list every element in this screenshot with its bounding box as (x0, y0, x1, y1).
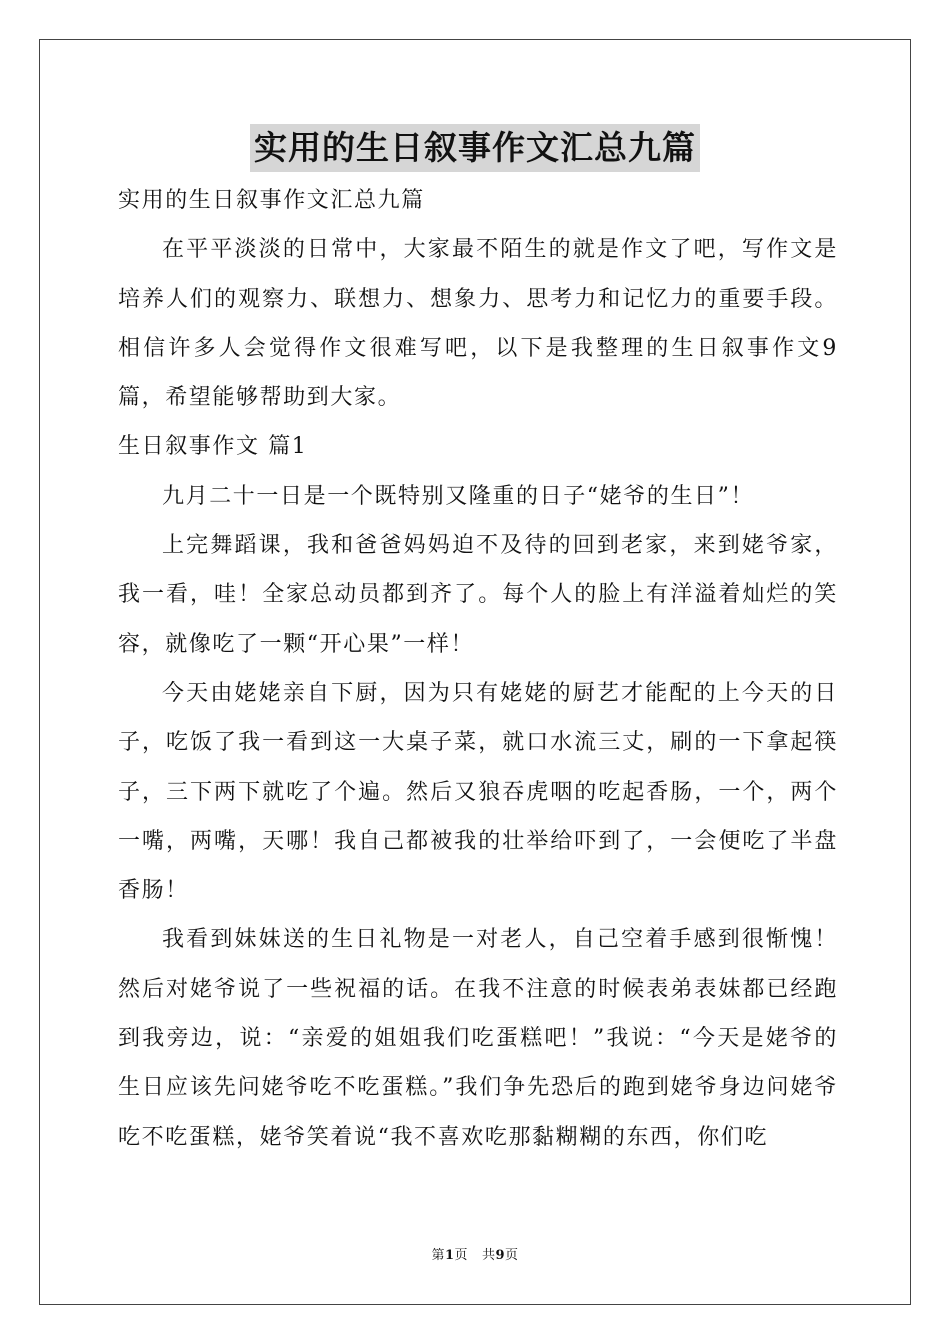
total-pages: 9 (495, 1248, 506, 1263)
document-subtitle: 实用的生日叙事作文汇总九篇 (118, 188, 425, 213)
intro-paragraph: 在平平淡淡的日常中，大家最不陌生的就是作文了吧，写作文是培养人们的观察力、联想力、想象力、思考力和记忆力的重要手段。相信许多人会觉得作文很难写吧，以下是我整理的生日叙事作文9篇，希望能够帮助到大家。 (118, 237, 838, 411)
page-label-suffix: 页 (454, 1248, 469, 1263)
total-label-prefix: 共 (481, 1248, 496, 1263)
total-label-suffix: 页 (505, 1248, 519, 1263)
title-area (0, 124, 950, 172)
section-heading: 生日叙事作文 篇1 (118, 434, 308, 460)
page-label-prefix: 第 (431, 1248, 445, 1263)
body-paragraph-2: 上完舞蹈课，我和爸爸妈妈迫不及待的回到老家，来到姥爷家，我一看，哇！全家总动员都到齐了。每个人的脸上有洋溢着灿烂的笑容，就像吃了一颗“开心果”一样！ (118, 533, 838, 657)
document-body (118, 176, 838, 1162)
page-footer (0, 1247, 950, 1265)
page-number: 1 (444, 1248, 455, 1263)
body-paragraph-1: 九月二十一日是一个既特别又隆重的日子“姥爷的生日”！ (162, 483, 755, 509)
body-paragraph-4: 我看到妹妹送的生日礼物是一对老人，自己空着手感到很惭愧！然后对姥爷说了一些祝福的话。在我不注意的时候表弟表妹都已经跑到我旁边，说：“亲爱的姐姐我们吃蛋糕吧！”我说：“今天是姥爷的生日应该先问姥爷吃不吃蛋糕。”我们争先恐后的跑到姥爷身边问姥爷吃不吃蛋糕，姥爷笑着说“我不喜欢吃那黏糊糊的东西，你们吃 (118, 927, 838, 1150)
document-title: 实用的生日叙事作文汇总九篇 (250, 124, 700, 172)
body-paragraph-3: 今天由姥姥亲自下厨，因为只有姥姥的厨艺才能配的上今天的日子，吃饭了我一看到这一大桌子菜，就口水流三丈，刷的一下拿起筷子，三下两下就吃了个遍。然后又狼吞虎咽的吃起香肠，一个，两个一嘴，两嘴，天哪！我自己都被我的壮举给吓到了，一会便吃了半盘香肠！ (118, 680, 838, 904)
